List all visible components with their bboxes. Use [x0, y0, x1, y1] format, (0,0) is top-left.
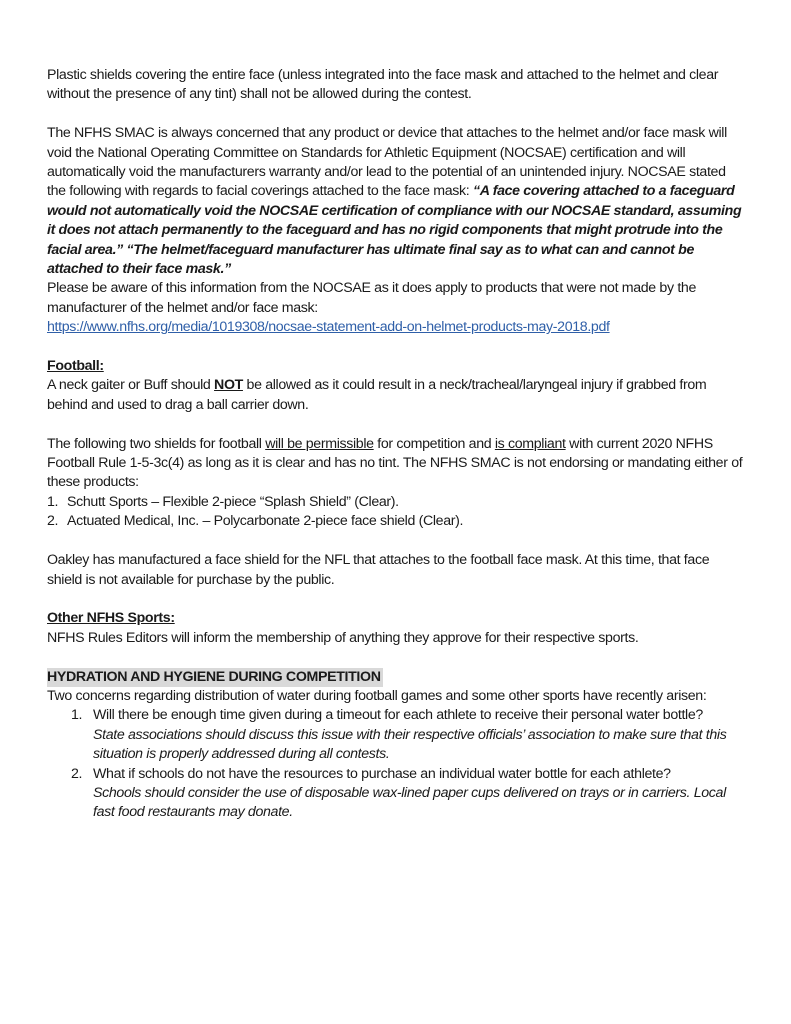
list-number: 2. — [71, 765, 83, 782]
list-item-text: Schutt Sports – Flexible 2-piece “Splash Shield” (Clear). — [67, 493, 399, 510]
concern-question: Will there be enough time given during a timeout for each athlete to receive their personal water bottle? — [93, 707, 703, 724]
list-number: 2. — [47, 513, 59, 530]
list-number: 1. — [47, 493, 59, 510]
spacer — [47, 105, 747, 124]
spacer — [47, 415, 747, 434]
oakley-paragraph: Oakley has manufactured a face shield for the NFL that attaches to the football face mask. At this time, that face shield is not available for purchase by the public. — [47, 552, 710, 588]
not-emphasis: NOT — [214, 377, 243, 394]
list-item — [71, 706, 747, 764]
list-item — [71, 765, 747, 823]
other-sports-paragraph: NFHS Rules Editors will inform the membership of anything they approve for their respective sports. — [47, 629, 639, 646]
other-sports-heading: Other NFHS Sports: — [47, 610, 175, 627]
neck-gaiter-text: A neck gaiter or Buff should — [47, 377, 215, 394]
nocsae-info-paragraph: Please be aware of this information from the NOCSAE as it does apply to products that were not made by the manufacturer of the helmet and/or face mask: — [47, 280, 696, 316]
concern-answer: Schools should consider the use of disposable wax-lined paper cups delivered on trays or in carriers. Local fast food restaurants may donate. — [93, 784, 726, 821]
football-heading: Football: — [47, 358, 104, 375]
compliant-emphasis: is compliant — [494, 435, 566, 452]
shields-text: The following two shields for football — [47, 435, 266, 452]
hydration-heading: HYDRATION AND HYGIENE DURING COMPETITION — [47, 668, 383, 687]
plastic-shields-paragraph: Plastic shields covering the entire face (unless integrated into the face mask and attached to the helmet and clear without the presence of any tint) shall not be allowed during the contest. — [47, 67, 719, 103]
spacer — [47, 532, 747, 551]
shields-paragraph — [47, 435, 747, 493]
nocsae-link-line — [47, 318, 747, 337]
nocsae-quote: “A face covering attached to a faceguard would not automatically void the NOCSAE certification of compliance with our NOCSAE standard, assuming it does not attach permanently to the faceguard and has no rigid components that might protrude into the facial area.” “The helmet/faceguard manufacturer has ultimate final say as to what can and cannot be attached to their face mask.” — [47, 183, 742, 278]
neck-gaiter-text-cont: be allowed as it could result in a neck/tracheal/laryngeal injury if grabbed from behind and used to drag a ball carrier down. — [47, 377, 707, 413]
concern-answer: State associations should discuss this issue with their respective officials’ association to make sure that this situation is properly addressed during all contests. — [93, 726, 727, 763]
list-item — [47, 493, 747, 512]
document-page — [47, 66, 747, 823]
spacer — [47, 648, 747, 667]
shield-products-list — [47, 493, 747, 532]
concern-question: What if schools do not have the resources to purchase an individual water bottle for each athlete? — [93, 765, 671, 782]
hydration-concerns-list — [47, 706, 747, 822]
list-item-text: Actuated Medical, Inc. – Polycarbonate 2-piece face shield (Clear). — [67, 513, 464, 530]
permissible-emphasis: will be permissible — [265, 435, 374, 452]
hydration-intro: Two concerns regarding distribution of water during football games and some other sports have recently arisen: — [47, 687, 707, 704]
spacer — [47, 338, 747, 357]
list-item — [47, 512, 747, 531]
smac-concern-text: The NFHS SMAC is always concerned that any product or device that attaches to the helmet and/or face mask will void the National Operating Committee on Standards for Athletic Equipment (NOCSAE) certification and will automatically void the manufacturers warranty and/or lead to the potential of an unintended injury. NOCSAE stated the following with regards to facial coverings attached to the face mask: — [47, 125, 727, 200]
neck-gaiter-paragraph — [47, 376, 747, 415]
shields-text-2: for competition and — [373, 435, 495, 452]
nocsae-statement-link[interactable]: https://www.nfhs.org/media/1019308/nocsae-statement-add-on-helmet-products-may-2018.pdf — [47, 319, 610, 336]
smac-concern-paragraph — [47, 124, 747, 279]
list-number: 1. — [71, 707, 83, 724]
shields-text-3: with current 2020 NFHS Football Rule 1-5-3c(4) as long as it is clear and has no tint. The NFHS SMAC is not endorsing or mandating either of these products: — [47, 435, 743, 491]
spacer — [47, 590, 747, 609]
